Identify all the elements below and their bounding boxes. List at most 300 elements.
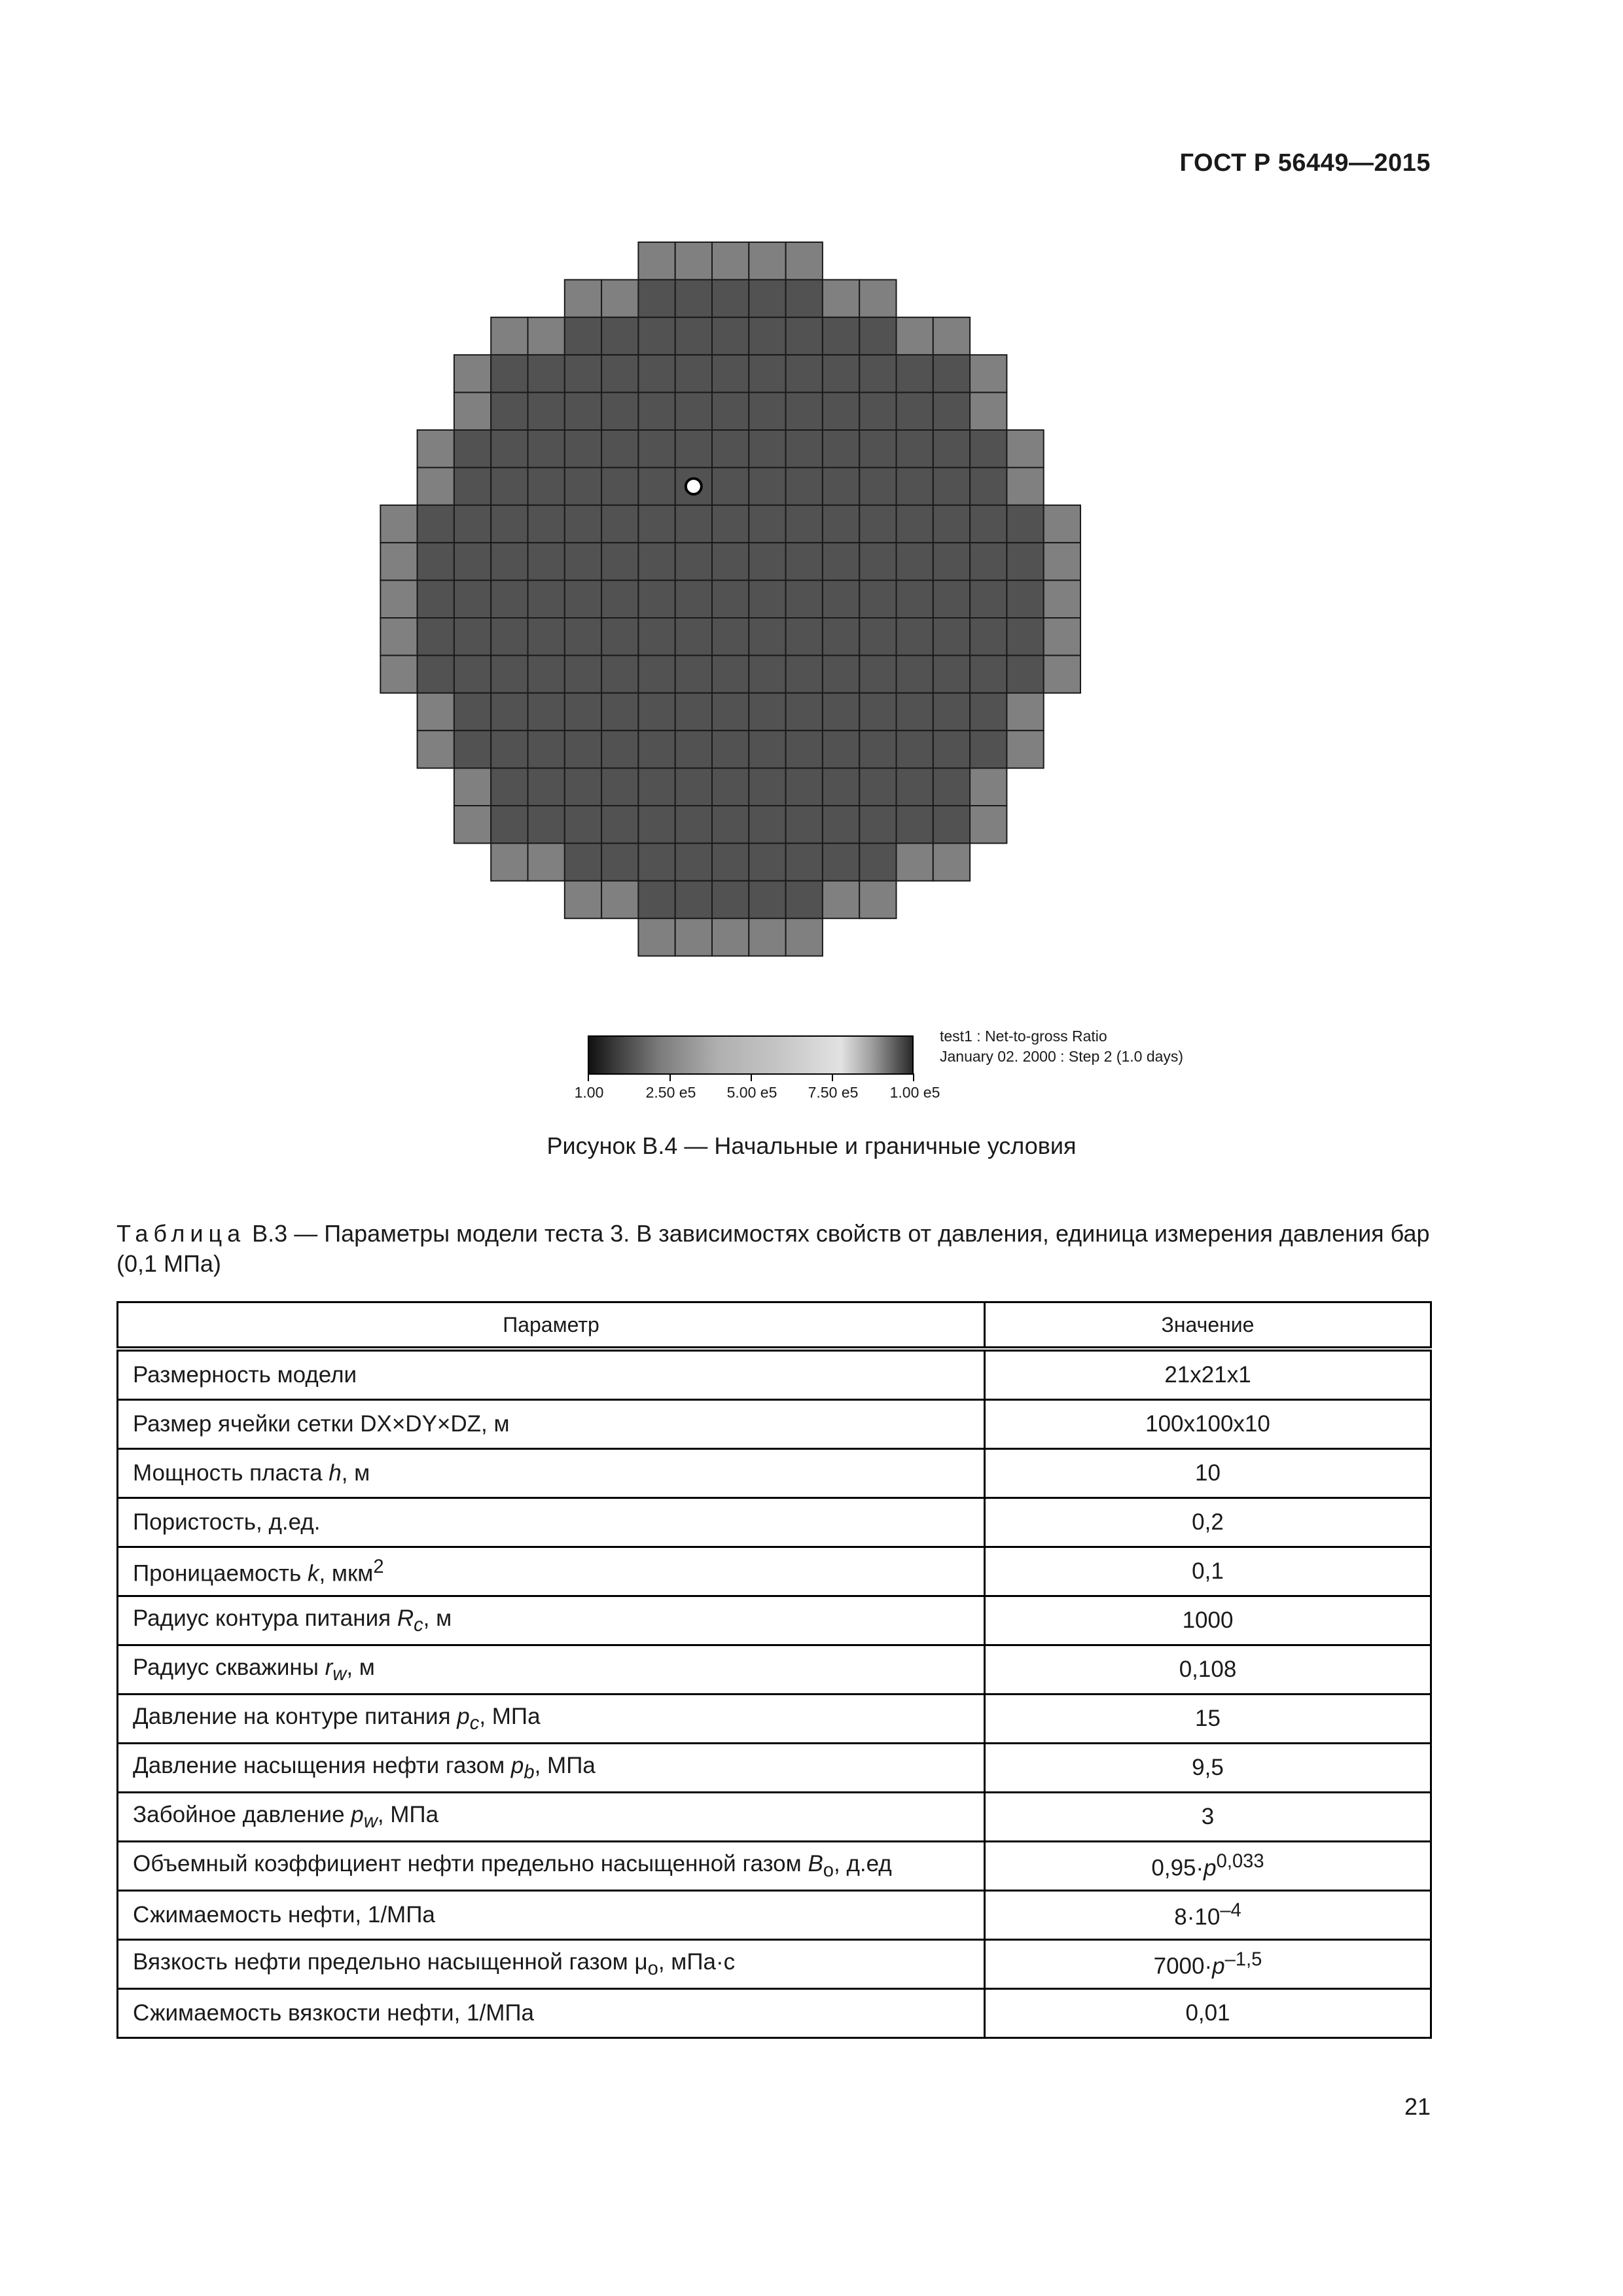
- grid-cell-interior: [601, 393, 638, 430]
- grid-cell-interior: [933, 355, 970, 392]
- grid-cell-boundary: [970, 355, 1007, 392]
- grid-cell-boundary: [823, 279, 859, 317]
- value-cell: 9,5: [985, 1744, 1431, 1793]
- grid-cell-interior: [970, 618, 1007, 655]
- grid-cell-interior: [970, 730, 1007, 768]
- grid-cell-interior: [823, 355, 859, 392]
- value-cell: 3: [985, 1793, 1431, 1842]
- grid-cell-interior: [675, 317, 712, 355]
- grid-cell-interior: [712, 355, 749, 392]
- grid-cell-interior: [528, 543, 565, 580]
- grid-cell-interior: [897, 730, 933, 768]
- grid-cell-interior: [418, 655, 454, 692]
- grid-cell-interior: [565, 467, 601, 505]
- param-cell: Сжимаемость нефти, 1/МПа: [118, 1891, 985, 1940]
- grid-cell-interior: [786, 279, 823, 317]
- grid-cell-boundary: [491, 843, 527, 880]
- grid-cell-boundary: [454, 806, 491, 843]
- grid-cell-interior: [601, 505, 638, 543]
- grid-cell-boundary: [933, 843, 970, 880]
- grid-cell-interior: [1007, 655, 1043, 692]
- colorbar-ticks: [588, 1073, 915, 1083]
- grid-cell-interior: [454, 505, 491, 543]
- grid-cell-interior: [712, 543, 749, 580]
- grid-cell-interior: [491, 655, 527, 692]
- grid-cell-interior: [528, 618, 565, 655]
- colorbar-label: 1.00: [574, 1084, 604, 1101]
- grid-cell-interior: [970, 693, 1007, 730]
- grid-cell-interior: [897, 543, 933, 580]
- grid-cell-interior: [565, 693, 601, 730]
- grid-cell-interior: [1007, 543, 1043, 580]
- value-cell: 0,2: [985, 1498, 1431, 1547]
- grid-cell-interior: [749, 467, 785, 505]
- grid-cell-interior: [601, 843, 638, 880]
- table-row: [118, 1596, 1431, 1645]
- grid-cell-interior: [786, 843, 823, 880]
- grid-cell-interior: [675, 618, 712, 655]
- grid-cell-interior: [454, 693, 491, 730]
- grid-cell-interior: [638, 317, 675, 355]
- grid-cell-interior: [675, 806, 712, 843]
- grid-cell-boundary: [418, 467, 454, 505]
- grid-cell-interior: [528, 430, 565, 467]
- grid-cell-interior: [638, 655, 675, 692]
- grid-cell-interior: [749, 317, 785, 355]
- grid-cell-interior: [712, 806, 749, 843]
- grid-cell-interior: [859, 430, 896, 467]
- grid-cell-interior: [859, 655, 896, 692]
- grid-cell-interior: [528, 581, 565, 618]
- colorbar-tick: [913, 1073, 914, 1081]
- grid-cell-interior: [601, 655, 638, 692]
- grid-cell-interior: [712, 279, 749, 317]
- table-title: [116, 1219, 1438, 1279]
- grid-cell-interior: [970, 581, 1007, 618]
- grid-cell-interior: [749, 806, 785, 843]
- grid-cell-interior: [933, 543, 970, 580]
- grid-cell-interior: [565, 543, 601, 580]
- grid-cell-interior: [897, 430, 933, 467]
- grid-cell-interior: [823, 317, 859, 355]
- grid-cell-interior: [933, 467, 970, 505]
- grid-cell-interior: [638, 355, 675, 392]
- grid-cell-boundary: [786, 918, 823, 956]
- grid-cell-interior: [933, 693, 970, 730]
- grid-cell-interior: [859, 768, 896, 806]
- grid-cell-interior: [749, 881, 785, 918]
- grid-cell-boundary: [1007, 430, 1043, 467]
- grid-cell-interior: [786, 730, 823, 768]
- table-row: [118, 1349, 1431, 1400]
- value-cell: 0,1: [985, 1547, 1431, 1596]
- grid-cell-interior: [601, 355, 638, 392]
- grid-cell-interior: [712, 618, 749, 655]
- param-cell: Давление насыщения нефти газом $p_b$, МПа: [118, 1744, 985, 1793]
- grid-cell-boundary: [380, 505, 417, 543]
- grid-cell-interior: [491, 393, 527, 430]
- colorbar-label: 5.00 e5: [726, 1084, 777, 1101]
- grid-cell-interior: [565, 655, 601, 692]
- grid-cell-interior: [933, 430, 970, 467]
- grid-cell-interior: [638, 730, 675, 768]
- grid-cell-boundary: [454, 355, 491, 392]
- grid-cell-interior: [897, 655, 933, 692]
- grid-cell-interior: [749, 543, 785, 580]
- grid-cell-interior: [675, 355, 712, 392]
- grid-cell-interior: [638, 806, 675, 843]
- parameters-table: [116, 1301, 1432, 2039]
- grid-cell-boundary: [380, 618, 417, 655]
- grid-cell-boundary: [712, 242, 749, 279]
- grid-cell-interior: [454, 430, 491, 467]
- grid-cell-interior: [786, 693, 823, 730]
- grid-cell-interior: [638, 618, 675, 655]
- grid-cell-interior: [749, 505, 785, 543]
- grid-cell-interior: [601, 430, 638, 467]
- grid-cell-interior: [638, 843, 675, 880]
- grid-cell-interior: [786, 543, 823, 580]
- grid-cell-interior: [675, 730, 712, 768]
- grid-cell-interior: [1007, 505, 1043, 543]
- grid-cell-interior: [454, 581, 491, 618]
- grid-cell-boundary: [712, 918, 749, 956]
- grid-cell-boundary: [675, 918, 712, 956]
- grid-cell-boundary: [454, 393, 491, 430]
- grid-cell-interior: [454, 618, 491, 655]
- param-cell: Забойное давление $p_w$, МПа: [118, 1793, 985, 1842]
- grid-cell-interior: [712, 693, 749, 730]
- grid-cell-interior: [897, 467, 933, 505]
- colorbar-tick: [751, 1073, 752, 1081]
- grid-cell-interior: [712, 881, 749, 918]
- grid-cell-interior: [528, 355, 565, 392]
- grid-cell-interior: [712, 505, 749, 543]
- grid-cell-interior: [528, 393, 565, 430]
- grid-cell-interior: [491, 693, 527, 730]
- grid-cell-interior: [712, 317, 749, 355]
- colorbar-tick: [669, 1073, 671, 1081]
- colorbar-info-date: January 02. 2000 : Step 2 (1.0 days): [940, 1048, 1184, 1065]
- table-row: [118, 1498, 1431, 1547]
- value-cell: 0,01: [985, 1989, 1431, 2038]
- grid-cell-boundary: [380, 543, 417, 580]
- value-cell: 1000: [985, 1596, 1431, 1645]
- grid-cell-interior: [823, 730, 859, 768]
- grid-cell-interior: [859, 355, 896, 392]
- grid-cell-interior: [859, 505, 896, 543]
- grid-cell-interior: [786, 317, 823, 355]
- grid-cell-boundary: [565, 881, 601, 918]
- grid-cell-interior: [565, 768, 601, 806]
- colorbar-label: 7.50 e5: [808, 1084, 859, 1101]
- grid-cell-interior: [859, 618, 896, 655]
- grid-cell-interior: [638, 543, 675, 580]
- grid-cell-interior: [786, 881, 823, 918]
- colorbar-tick: [832, 1073, 833, 1081]
- colorbar-info: [940, 1026, 1183, 1067]
- grid-cell-interior: [675, 543, 712, 580]
- table-row: [118, 1547, 1431, 1596]
- grid-cell-interior: [528, 693, 565, 730]
- grid-cell-boundary: [823, 881, 859, 918]
- grid-cell-interior: [749, 581, 785, 618]
- grid-cell-interior: [638, 505, 675, 543]
- grid-cell-interior: [418, 618, 454, 655]
- grid-cell-boundary: [933, 317, 970, 355]
- value-cell: 21x21x1: [985, 1349, 1431, 1400]
- param-cell: Мощность пласта h, м: [118, 1449, 985, 1498]
- well-marker: [686, 478, 702, 494]
- grid-cell-interior: [897, 693, 933, 730]
- grid-cell-interior: [565, 618, 601, 655]
- grid-cell-interior: [638, 393, 675, 430]
- grid-cell-interior: [970, 655, 1007, 692]
- param-cell: Сжимаемость вязкости нефти, 1/МПа: [118, 1989, 985, 2038]
- grid-cell-boundary: [897, 317, 933, 355]
- grid-cell-boundary: [528, 317, 565, 355]
- colorbar: [588, 1035, 914, 1075]
- grid-cell-boundary: [638, 242, 675, 279]
- grid-cell-interior: [823, 843, 859, 880]
- grid-cell-boundary: [528, 843, 565, 880]
- grid-cell-boundary: [601, 881, 638, 918]
- value-cell: 15: [985, 1695, 1431, 1744]
- param-cell: Давление на контуре питания $p_c$, МПа: [118, 1695, 985, 1744]
- grid-cell-boundary: [380, 655, 417, 692]
- grid-cell-interior: [859, 543, 896, 580]
- grid-cell-interior: [565, 806, 601, 843]
- grid-cell-interior: [749, 430, 785, 467]
- table-row: [118, 1940, 1431, 1989]
- grid-cell-interior: [565, 581, 601, 618]
- grid-cell-boundary: [970, 393, 1007, 430]
- reservoir-grid-figure: [0, 0, 1623, 1034]
- grid-cell-interior: [454, 655, 491, 692]
- grid-cell-boundary: [418, 430, 454, 467]
- grid-cell-interior: [897, 581, 933, 618]
- param-cell: Размерность модели: [118, 1349, 985, 1400]
- grid-cell-boundary: [897, 843, 933, 880]
- grid-cell-interior: [675, 279, 712, 317]
- grid-cell-interior: [712, 430, 749, 467]
- grid-cell-interior: [528, 655, 565, 692]
- grid-cell-interior: [859, 693, 896, 730]
- grid-cell-boundary: [454, 768, 491, 806]
- grid-cell-interior: [749, 393, 785, 430]
- value-cell: 100x100x10: [985, 1400, 1431, 1449]
- grid-cell-boundary: [675, 242, 712, 279]
- grid-cell-interior: [786, 581, 823, 618]
- header-value: Значение: [985, 1302, 1431, 1350]
- grid-cell-interior: [823, 655, 859, 692]
- grid-cell-interior: [675, 655, 712, 692]
- grid-cell-boundary: [1044, 618, 1080, 655]
- grid-cell-interior: [823, 618, 859, 655]
- grid-cell-interior: [491, 618, 527, 655]
- grid-cell-interior: [565, 505, 601, 543]
- table-label: Таблица: [116, 1220, 246, 1247]
- grid-cell-interior: [638, 881, 675, 918]
- grid-cell-boundary: [970, 768, 1007, 806]
- grid-cell-interior: [712, 393, 749, 430]
- grid-cell-interior: [786, 355, 823, 392]
- grid-cell-interior: [859, 317, 896, 355]
- grid-cell-interior: [749, 355, 785, 392]
- grid-cell-interior: [638, 768, 675, 806]
- grid-cell-interior: [565, 430, 601, 467]
- grid-cell-interior: [933, 393, 970, 430]
- grid-cell-boundary: [380, 581, 417, 618]
- figure-caption: Рисунок В.4 — Начальные и граничные условия: [546, 1132, 1077, 1159]
- grid-cell-boundary: [491, 317, 527, 355]
- grid-cell-interior: [970, 543, 1007, 580]
- grid-cell-interior: [786, 505, 823, 543]
- grid-cell-interior: [491, 730, 527, 768]
- grid-cell-interior: [712, 581, 749, 618]
- grid-cell-boundary: [786, 242, 823, 279]
- grid-cell-interior: [897, 393, 933, 430]
- grid-cell-interior: [970, 505, 1007, 543]
- table-body: [118, 1349, 1431, 2038]
- grid-cell-interior: [897, 355, 933, 392]
- table-header-row: [118, 1302, 1431, 1350]
- grid-cell-interior: [786, 618, 823, 655]
- table-row: [118, 1793, 1431, 1842]
- table-row: [118, 1989, 1431, 2038]
- grid-cell-boundary: [970, 806, 1007, 843]
- colorbar-tick: [588, 1073, 589, 1081]
- grid-cell-boundary: [1007, 467, 1043, 505]
- grid-cell-interior: [675, 430, 712, 467]
- grid-cell-interior: [601, 467, 638, 505]
- grid-cell-interior: [565, 843, 601, 880]
- grid-cell-boundary: [418, 730, 454, 768]
- grid-cell-interior: [491, 543, 527, 580]
- grid-cell-interior: [749, 279, 785, 317]
- grid-cell-interior: [823, 581, 859, 618]
- grid-cell-boundary: [749, 242, 785, 279]
- grid-cell-interior: [418, 581, 454, 618]
- grid-cell-interior: [749, 730, 785, 768]
- grid-cell-interior: [859, 581, 896, 618]
- grid-cell-interior: [970, 430, 1007, 467]
- grid-cell-interior: [933, 730, 970, 768]
- grid-cell-interior: [859, 730, 896, 768]
- grid-cell-interior: [933, 505, 970, 543]
- grid-cell-interior: [491, 355, 527, 392]
- grid-cell-interior: [712, 655, 749, 692]
- grid-cell-interior: [823, 467, 859, 505]
- grid-cell-interior: [933, 655, 970, 692]
- table-row: [118, 1891, 1431, 1940]
- grid-cell-interior: [897, 806, 933, 843]
- grid-cell-boundary: [859, 279, 896, 317]
- grid-cell-interior: [933, 581, 970, 618]
- colorbar-label: 2.50 e5: [645, 1084, 696, 1101]
- grid-cell-interior: [933, 768, 970, 806]
- grid-cell-boundary: [601, 279, 638, 317]
- grid-cell-interior: [675, 843, 712, 880]
- grid-cell-interior: [859, 393, 896, 430]
- grid-cell-interior: [601, 317, 638, 355]
- value-cell: $0,95\cdot p^{0,033}$: [985, 1842, 1431, 1891]
- grid-cell-interior: [712, 467, 749, 505]
- grid-cell-interior: [638, 467, 675, 505]
- grid-cell-interior: [491, 581, 527, 618]
- grid-cell-boundary: [638, 918, 675, 956]
- colorbar-gradient: [588, 1035, 914, 1075]
- value-cell: 10: [985, 1449, 1431, 1498]
- grid-cell-interior: [749, 843, 785, 880]
- grid-cell-boundary: [859, 881, 896, 918]
- param-cell: Объемный коэффициент нефти предельно насыщенной газом $B_o$, д.ед: [118, 1842, 985, 1891]
- page-number: 21: [1404, 2093, 1431, 2120]
- grid-cell-interior: [601, 581, 638, 618]
- grid-cell-interior: [823, 505, 859, 543]
- grid-cell-interior: [823, 806, 859, 843]
- table-row: [118, 1695, 1431, 1744]
- standard-number: ГОСТ Р 56449—2015: [1179, 149, 1431, 177]
- grid-cell-interior: [786, 768, 823, 806]
- grid-cell-interior: [712, 843, 749, 880]
- grid-cell-interior: [565, 730, 601, 768]
- grid-cell-interior: [601, 730, 638, 768]
- grid-cell-interior: [897, 505, 933, 543]
- grid-cell-interior: [786, 393, 823, 430]
- grid-cell-boundary: [1007, 693, 1043, 730]
- grid-cell-interior: [970, 467, 1007, 505]
- table-title-text: В.3 — Параметры модели теста 3. В зависимостях свойств от давления, единица измерения давления бар (0,1 МПа): [116, 1220, 1430, 1277]
- grid-cell-interior: [601, 618, 638, 655]
- grid-cell-interior: [565, 317, 601, 355]
- grid-cell-boundary: [1044, 581, 1080, 618]
- grid-cell-interior: [897, 768, 933, 806]
- grid-cell-interior: [638, 430, 675, 467]
- grid-cell-interior: [786, 806, 823, 843]
- grid-cell-interior: [675, 881, 712, 918]
- param-cell: Радиус контура питания $R_c$, м: [118, 1596, 985, 1645]
- grid-cell-interior: [601, 543, 638, 580]
- grid-cell-interior: [565, 393, 601, 430]
- param-cell: Радиус скважины $r_w$, м: [118, 1645, 985, 1695]
- grid-cell-interior: [454, 467, 491, 505]
- grid-cell-interior: [933, 618, 970, 655]
- grid-cell-interior: [565, 355, 601, 392]
- grid-cell-interior: [823, 693, 859, 730]
- param-cell: Проницаемость k, мкм$^2$: [118, 1547, 985, 1596]
- header-param: Параметр: [118, 1302, 985, 1350]
- grid-cell-interior: [859, 467, 896, 505]
- grid-cell-interior: [418, 505, 454, 543]
- grid-cell-interior: [675, 768, 712, 806]
- colorbar-info-title: test1 : Net-to-gross Ratio: [940, 1028, 1107, 1045]
- grid-cell-interior: [933, 806, 970, 843]
- grid-cell-boundary: [1007, 730, 1043, 768]
- grid-cell-interior: [823, 430, 859, 467]
- table-row: [118, 1645, 1431, 1695]
- grid-cell-interior: [638, 693, 675, 730]
- grid-cell-interior: [712, 768, 749, 806]
- grid-cell-interior: [859, 843, 896, 880]
- grid-cell-interior: [454, 543, 491, 580]
- grid-cell-interior: [491, 505, 527, 543]
- grid-cell-interior: [528, 467, 565, 505]
- param-cell: Вязкость нефти предельно насыщенной газом $\mu_o$, мПа·с: [118, 1940, 985, 1989]
- grid-cell-interior: [454, 730, 491, 768]
- grid-cell-boundary: [1044, 655, 1080, 692]
- grid-cell-interior: [823, 768, 859, 806]
